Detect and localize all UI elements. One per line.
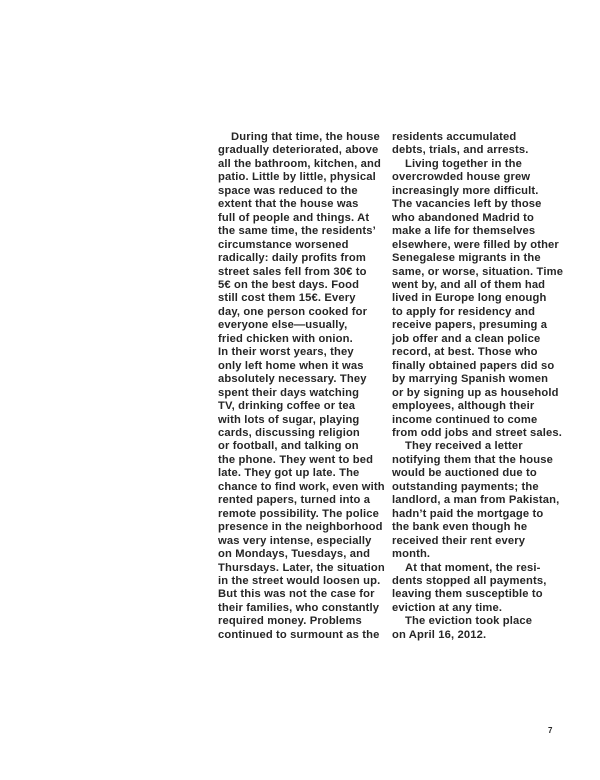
text-line: record, at best. Those who [392, 346, 538, 359]
text-line: same, or worse, situation. Time [392, 265, 564, 278]
text-line: Thursdays. Later, the situation [218, 561, 385, 574]
text-line: spent their days watching [218, 386, 360, 399]
text-line: fried chicken with onion. [218, 332, 353, 345]
text-line: presence in the neighborhood [218, 521, 383, 534]
text-line: TV, drinking coffee or tea [218, 400, 356, 413]
text-line: month. [392, 548, 431, 561]
text-line: Senegalese migrants in the [392, 252, 541, 265]
text-line: would be auctioned due to [392, 467, 537, 480]
text-line: or football, and talking on [218, 440, 359, 453]
text-line: their families, who constantly [218, 601, 380, 614]
text-line: by marrying Spanish women [392, 373, 549, 386]
text-line: income continued to come [392, 413, 538, 426]
text-line: in the street would loosen up. [218, 574, 381, 587]
text-line: eviction at any time. [392, 601, 503, 614]
text-line: who abandoned Madrid to [392, 211, 535, 224]
text-line: continued to surmount as the [218, 628, 380, 641]
text-line: finally obtained papers did so [392, 359, 555, 372]
text-line: radically: daily profits from [218, 252, 366, 265]
text-line: notifying them that the house [392, 453, 553, 466]
text-line: make a life for themselves [392, 225, 536, 238]
text-line: space was reduced to the [218, 184, 358, 197]
text-line: street sales fell from 30€ to [218, 265, 367, 278]
text-line: to apply for residency and [392, 305, 536, 318]
text-line: was very intense, especially [218, 534, 372, 547]
text-line: lived in Europe long enough [392, 292, 547, 305]
text-line: At that moment, the resi- [405, 561, 541, 574]
text-line: on April 16, 2012. [392, 628, 487, 641]
text-line: late. They got up late. The [218, 467, 360, 480]
text-line: hadn’t paid the mortgage to [392, 507, 544, 520]
text-line: In their worst years, they [218, 346, 354, 359]
text-line: the same time, the residents’ [218, 225, 376, 238]
text-line: chance to find work, even with [218, 480, 385, 493]
text-line: debts, trials, and arrests. [392, 144, 529, 157]
text-line: full of people and things. At [218, 211, 370, 224]
text-line: overcrowded house grew [392, 171, 531, 184]
text-line: everyone else—usually, [218, 319, 348, 332]
text-line: increasingly more difficult. [392, 184, 539, 197]
page-number: 7 [548, 726, 553, 735]
text-line: circumstance worsened [218, 238, 349, 251]
text-line: remote possibility. The police [218, 507, 379, 520]
text-line: extent that the house was [218, 198, 359, 211]
right-text-column [392, 131, 564, 642]
text-line: only left home when it was [218, 359, 364, 372]
left-text-column [218, 131, 390, 642]
text-line: absolutely necessary. They [218, 373, 367, 386]
text-line: leaving them susceptible to [392, 588, 543, 601]
text-line: The vacancies left by those [392, 198, 542, 211]
text-line: But this was not the case for [218, 588, 375, 601]
text-line: dents stopped all payments, [392, 574, 547, 587]
text-line: During that time, the house [231, 131, 380, 143]
text-line: or by signing up as household [392, 386, 559, 399]
text-line: received their rent every [392, 534, 526, 547]
text-line: They received a letter [405, 440, 523, 453]
text-line: the bank even though he [392, 521, 528, 534]
text-line: gradually deteriorated, above [218, 144, 379, 157]
text-line: residents accumulated [392, 131, 517, 143]
text-line: all the bathroom, kitchen, and [218, 157, 382, 170]
text-line: patio. Little by little, physical [218, 171, 376, 184]
text-line: went by, and all of them had [392, 278, 546, 291]
text-line: The eviction took place [405, 615, 533, 628]
text-line: cards, discussing religion [218, 426, 360, 439]
text-line: elsewhere, were filled by other [392, 238, 559, 251]
text-line: rented papers, turned into a [218, 494, 371, 507]
text-line: required money. Problems [218, 615, 362, 628]
text-line: from odd jobs and street sales. [392, 426, 563, 439]
text-line: on Mondays, Tuesdays, and [218, 548, 371, 561]
text-line: employees, although their [392, 400, 535, 413]
text-line: receive papers, presuming a [392, 319, 548, 332]
text-line: 5€ on the best days. Food [218, 278, 360, 291]
text-line: still cost them 15€. Every [218, 292, 356, 305]
text-line: with lots of sugar, playing [218, 413, 360, 426]
text-line: day, one person cooked for [218, 305, 368, 318]
text-line: outstanding payments; the [392, 480, 539, 493]
text-line: Living together in the [405, 157, 523, 170]
text-line: the phone. They went to bed [218, 453, 374, 466]
text-line: job offer and a clean police [392, 332, 541, 345]
text-line: landlord, a man from Pakistan, [392, 494, 560, 507]
